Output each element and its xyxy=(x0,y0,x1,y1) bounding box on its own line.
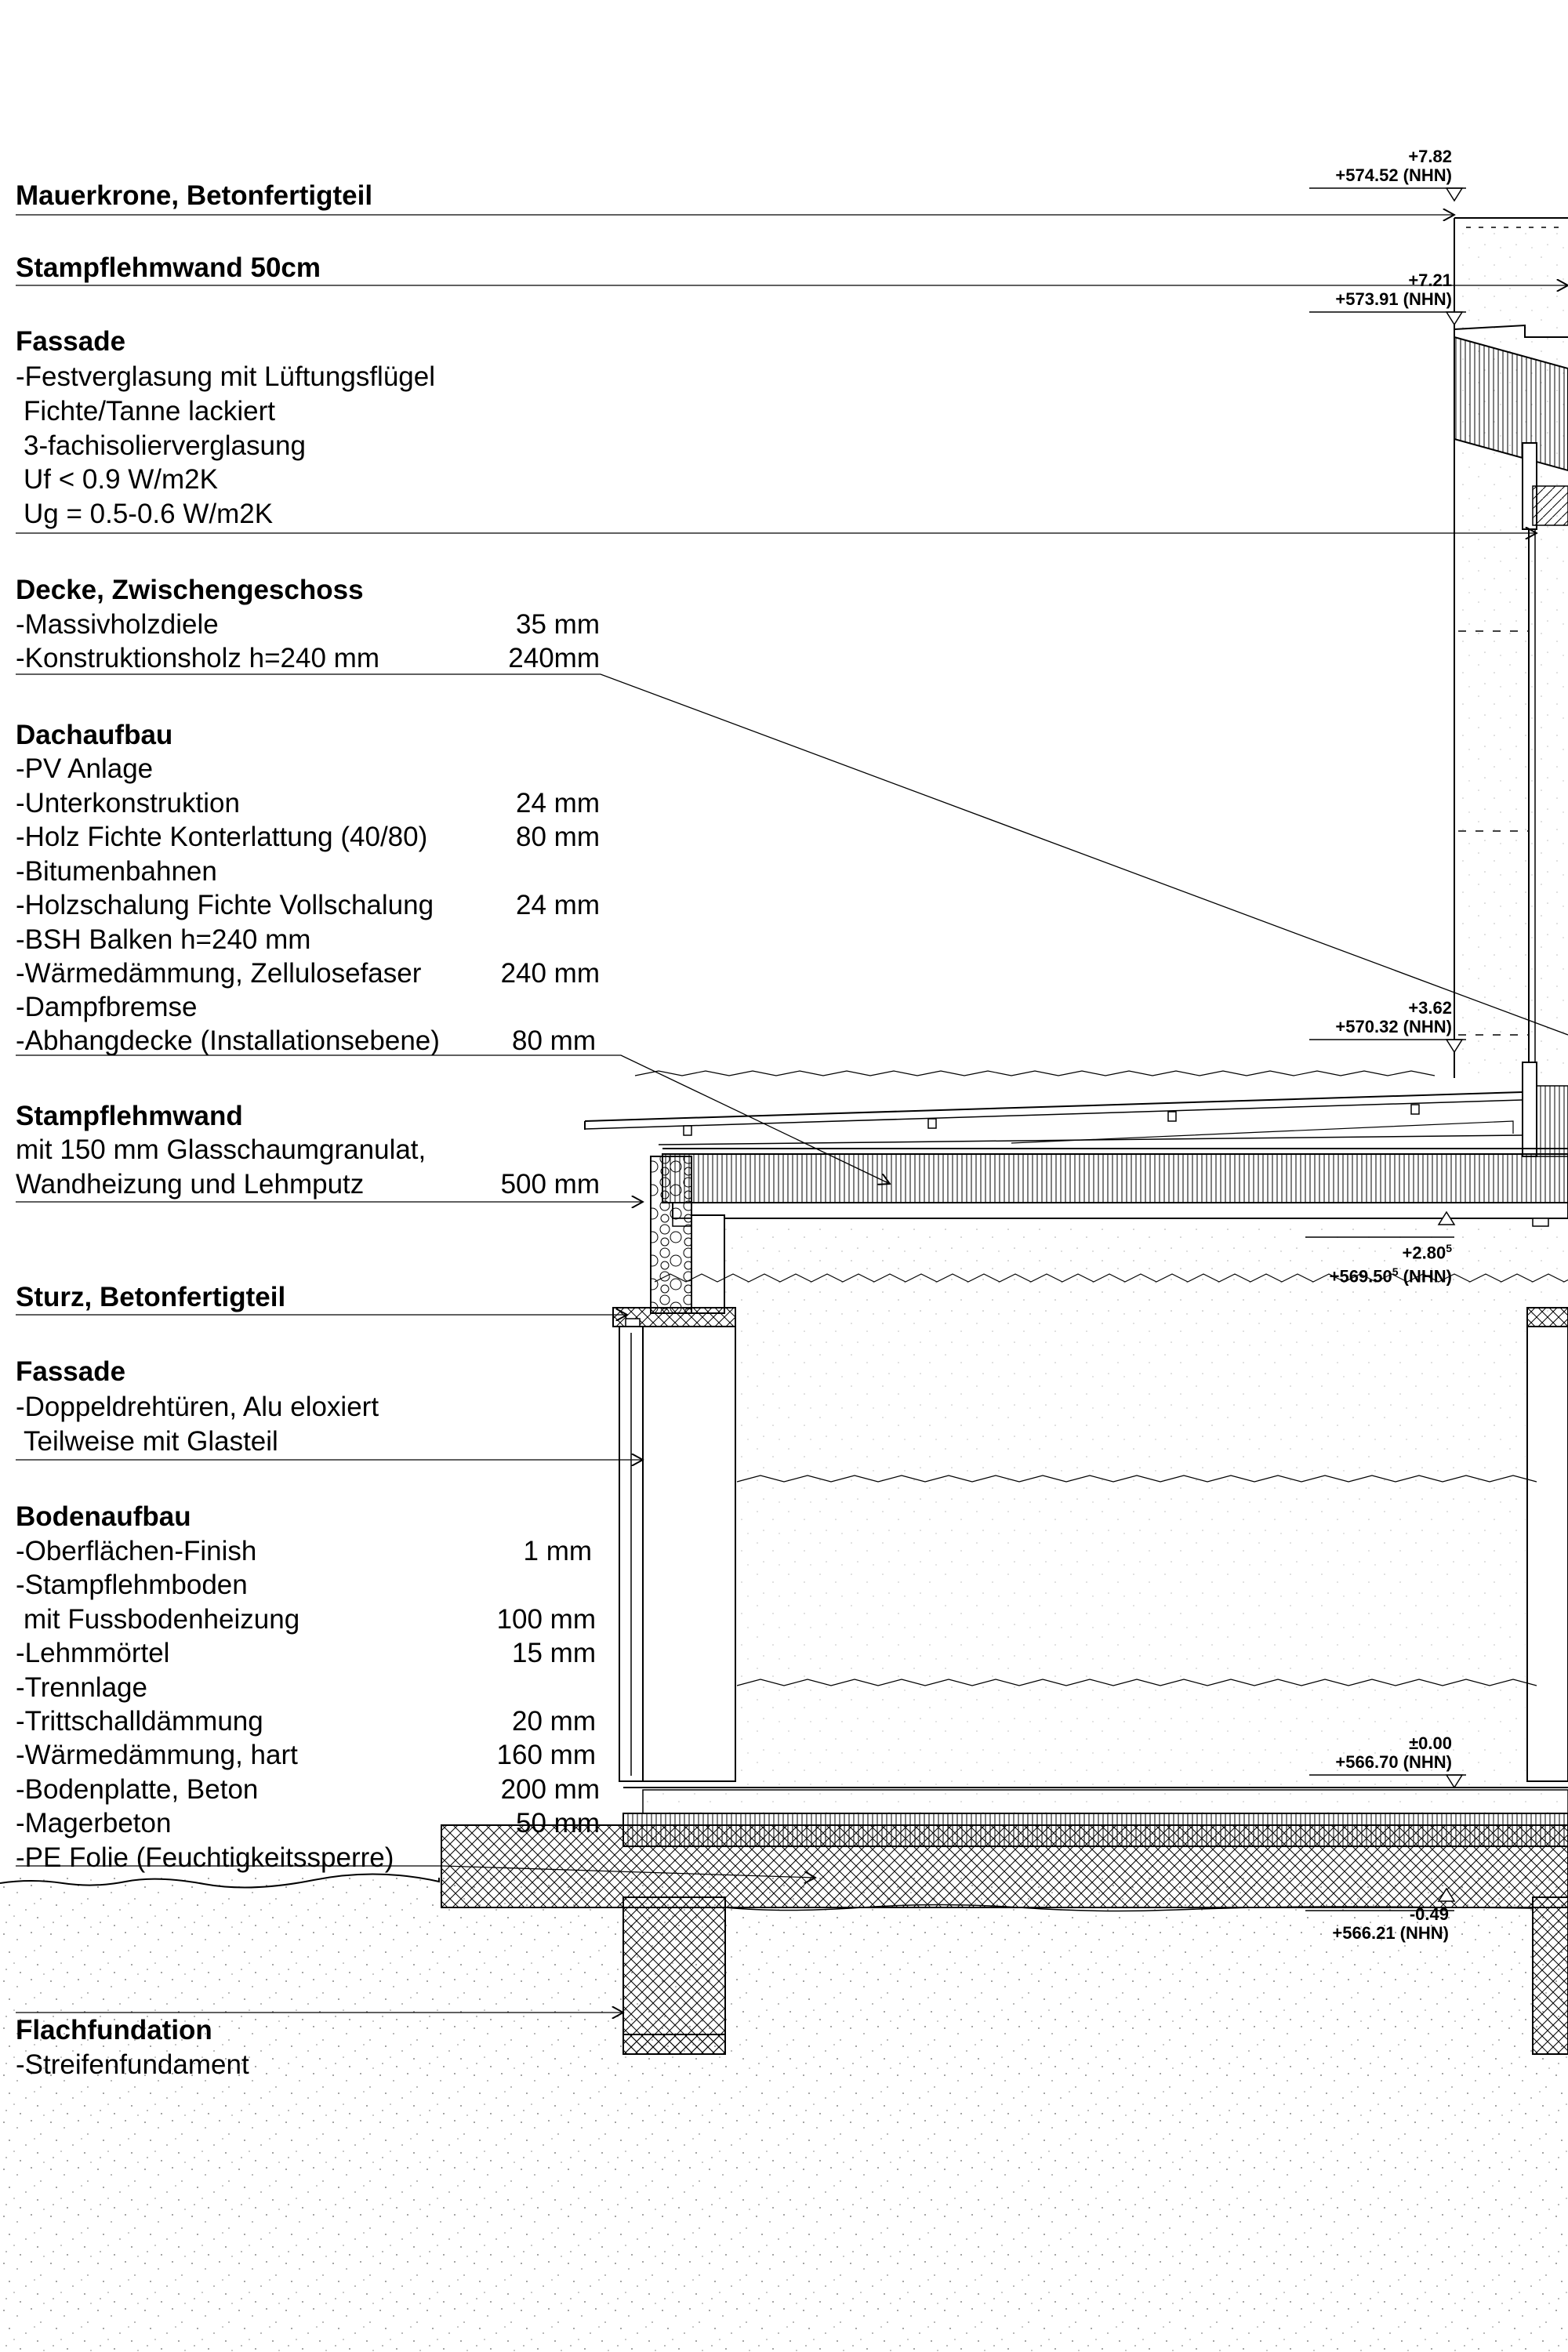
elevation-782 xyxy=(1335,147,1452,185)
elevation-362 xyxy=(1335,999,1452,1036)
value-boden-row: 50 mm xyxy=(516,1808,600,1838)
label-decke-row: -Konstruktionsholz h=240 mm xyxy=(16,643,379,673)
roof-beam-layer xyxy=(662,1154,1568,1203)
window-sash-upper xyxy=(1533,486,1568,525)
label-boden-row: -Oberflächen-Finish xyxy=(16,1536,257,1566)
value-dach-row: 80 mm xyxy=(512,1025,596,1056)
label-boden-title: Bodenaufbau xyxy=(16,1501,191,1532)
value-stampflehmwand: 500 mm xyxy=(500,1169,600,1200)
roof-counterbatten xyxy=(1011,1121,1513,1143)
door-jamb-left xyxy=(643,1327,735,1781)
label-decke-title: Decke, Zwischengeschoss xyxy=(16,575,364,605)
floor-earth-layer xyxy=(643,1790,1568,1813)
ceiling-wave xyxy=(635,1071,1435,1076)
value-boden-row: 20 mm xyxy=(512,1706,596,1737)
pv-support-1 xyxy=(684,1126,691,1135)
elevation-280-rel: +2.80 xyxy=(1402,1243,1446,1263)
label-boden-row: -Stampflehmboden xyxy=(16,1570,248,1600)
elevation-000 xyxy=(1335,1734,1452,1772)
label-stampflehmwand-title: Stampflehmwand xyxy=(16,1101,243,1131)
label-boden-row: -Trittschalldämmung xyxy=(16,1706,263,1737)
ceiling-support-right xyxy=(1533,1218,1548,1226)
strip-footing-right xyxy=(1533,1897,1568,2054)
label-dach-row: -Unterkonstruktion xyxy=(16,788,240,818)
pv-support-3 xyxy=(1168,1112,1176,1121)
label-flach-title: Flachfundation xyxy=(16,2015,212,2045)
label-dach-row: -Holz Fichte Konterlattung (40/80) xyxy=(16,822,428,852)
label-boden-row: -PE Folie (Feuchtigkeitssperre) xyxy=(16,1842,394,1873)
label-dach-row: -Abhangdecke (Installationsebene) xyxy=(16,1025,440,1056)
elevation-049-rel: -0.49 xyxy=(1409,1904,1449,1924)
label-dach-row: -Bitumenbahnen xyxy=(16,856,217,887)
elevation-000-abs: +566.70 (NHN) xyxy=(1335,1752,1452,1772)
elevation-721-rel: +7.21 xyxy=(1408,270,1452,290)
elevation-782-abs: +574.52 (NHN) xyxy=(1335,165,1452,185)
label-mauerkrone: Mauerkrone, Betonfertigteil xyxy=(16,180,373,211)
elevation-049-abs: +566.21 (NHN) xyxy=(1332,1923,1449,1943)
label-flach-line: -Streifenfundament xyxy=(16,2049,249,2080)
label-stampflehmwand-line: Wandheizung und Lehmputz xyxy=(16,1169,365,1200)
elevation-782-rel: +7.82 xyxy=(1408,147,1452,166)
label-boden-row: -Magerbeton xyxy=(16,1808,172,1838)
label-boden-row: -Wärmedämmung, hart xyxy=(16,1740,298,1770)
value-boden-row: 1 mm xyxy=(523,1536,592,1566)
value-dach-row: 240 mm xyxy=(500,958,600,989)
elevation-721 xyxy=(1335,271,1452,309)
label-boden-row: -Trennlage xyxy=(16,1672,147,1703)
label-fassade-line: 3-fachisolierverglasung xyxy=(24,430,306,461)
label-fassade2-line: Teilweise mit Glasteil xyxy=(24,1426,278,1457)
value-boden-row: 15 mm xyxy=(512,1638,596,1668)
elevation-362-rel: +3.62 xyxy=(1408,998,1452,1018)
elevation-280-abs-suffix: (NHN) xyxy=(1398,1266,1452,1287)
elevation-049 xyxy=(1332,1905,1449,1943)
elevation-280 xyxy=(1330,1239,1452,1287)
label-decke-row: -Massivholzdiele xyxy=(16,609,219,640)
glass-foam-insulation xyxy=(651,1156,691,1313)
label-fassade-title: Fassade xyxy=(16,326,126,357)
elevation-362-abs: +570.32 (NHN) xyxy=(1335,1017,1452,1036)
label-dach-title: Dachaufbau xyxy=(16,720,173,750)
suspended-ceiling xyxy=(673,1203,1568,1218)
roof-eave-board xyxy=(1523,1062,1537,1156)
strip-footing-left-base xyxy=(623,2034,725,2054)
value-dach-row: 24 mm xyxy=(516,788,600,818)
value-boden-row: 100 mm xyxy=(496,1604,596,1635)
pv-support-2 xyxy=(928,1119,936,1128)
label-fassade-line: Fichte/Tanne lackiert xyxy=(24,396,275,426)
elevation-721-abs: +573.91 (NHN) xyxy=(1335,289,1452,309)
elev-triangle-782 xyxy=(1446,188,1462,201)
roof-pv-line-2 xyxy=(585,1100,1523,1129)
value-decke-row: 35 mm xyxy=(516,609,600,640)
ground-fill xyxy=(0,1878,1568,2352)
value-decke-row: 240mm xyxy=(508,643,600,673)
label-sturz: Sturz, Betonfertigteil xyxy=(16,1282,286,1312)
label-dach-row: -Wärmedämmung, Zellulosefaser xyxy=(16,958,422,989)
label-boden-row: mit Fussbodenheizung xyxy=(24,1604,300,1635)
label-fassade2-line: -Doppeldrehtüren, Alu eloxiert xyxy=(16,1392,379,1422)
label-fassade2-title: Fassade xyxy=(16,1356,126,1387)
roof-pv-line xyxy=(585,1092,1523,1121)
label-fassade-line: -Festverglasung mit Lüftungsflügel xyxy=(16,361,435,392)
value-dach-row: 80 mm xyxy=(516,822,600,852)
roof-beam-end xyxy=(1537,1086,1568,1156)
label-boden-row: -Lehmmörtel xyxy=(16,1638,170,1668)
label-dach-row: -PV Anlage xyxy=(16,753,154,784)
label-boden-row: -Bodenplatte, Beton xyxy=(16,1774,259,1805)
elevation-280-rel-sup: 5 xyxy=(1446,1242,1452,1254)
value-boden-row: 200 mm xyxy=(500,1774,600,1805)
elevation-280-abs: +569.50 xyxy=(1329,1266,1392,1287)
foundation-slab xyxy=(441,1825,1568,1907)
label-dach-row: -Dampfbremse xyxy=(16,992,198,1022)
value-dach-row: 24 mm xyxy=(516,890,600,920)
strip-footing-left xyxy=(623,1897,725,2054)
elevation-280-abs-sup: 5 xyxy=(1392,1265,1399,1279)
label-stampflehmwand-line: mit 150 mm Glasschaumgranulat, xyxy=(16,1134,426,1165)
pv-support-4 xyxy=(1411,1105,1419,1114)
label-dach-row: -BSH Balken h=240 mm xyxy=(16,924,311,955)
label-dach-row: -Holzschalung Fichte Vollschalung xyxy=(16,890,434,920)
earth-wall-left-upper xyxy=(691,1215,724,1313)
label-stampflehmwand-50: Stampflehmwand 50cm xyxy=(16,252,321,283)
value-boden-row: 160 mm xyxy=(496,1740,596,1770)
elevation-000-rel: ±0.00 xyxy=(1409,1733,1452,1753)
label-fassade-line: Ug = 0.5-0.6 W/m2K xyxy=(24,499,274,529)
door-frame-right xyxy=(1527,1327,1568,1781)
label-fassade-line: Uf < 0.9 W/m2K xyxy=(24,464,218,495)
lintel-right xyxy=(1527,1308,1568,1327)
